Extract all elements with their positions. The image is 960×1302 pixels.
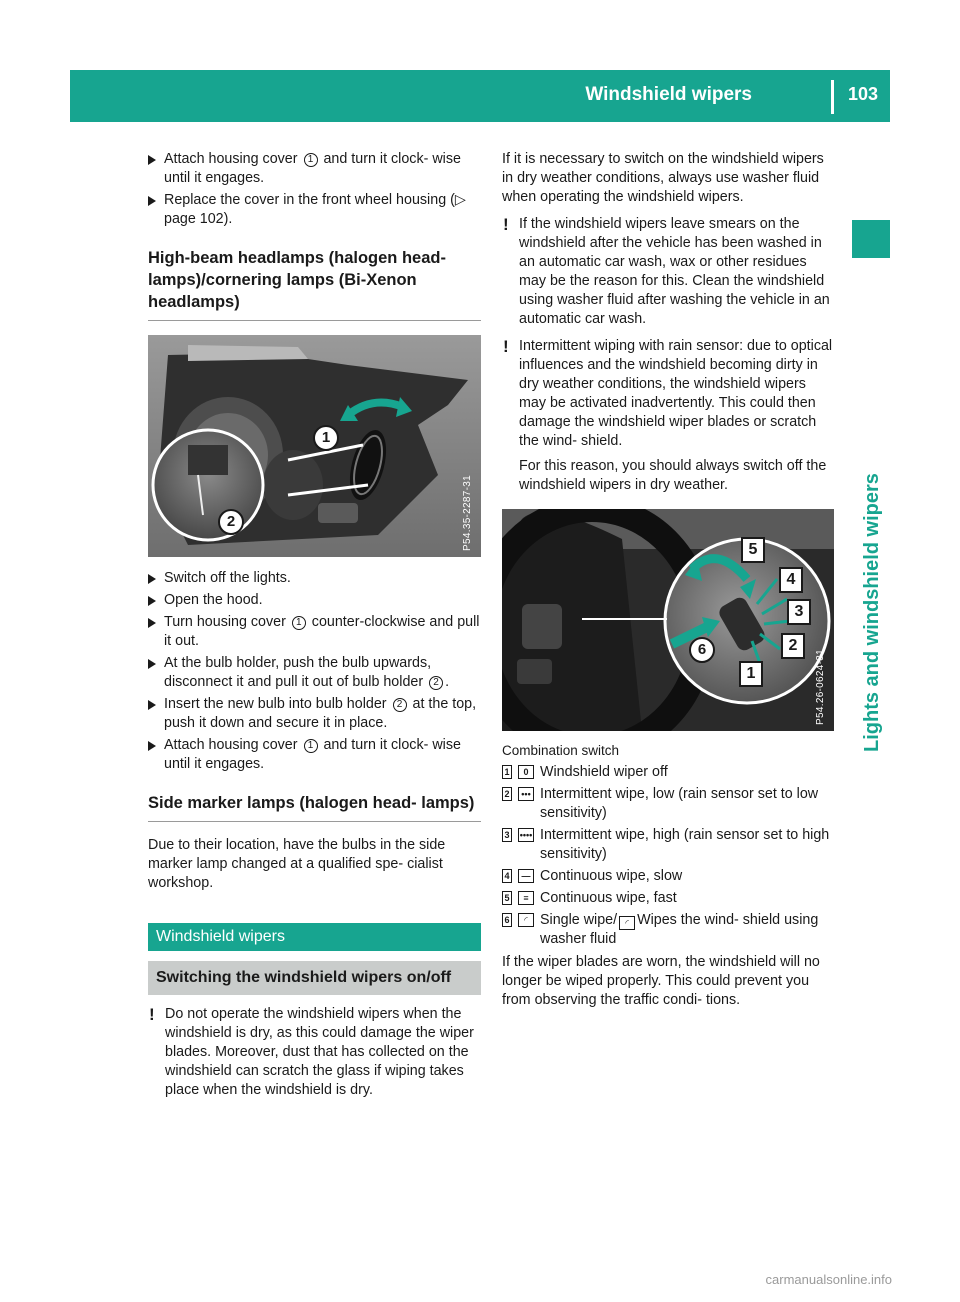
left-column xyxy=(148,150,481,1100)
right-column xyxy=(502,150,834,1010)
intermittent-high-symbol-icon: •••• xyxy=(519,830,533,840)
side-marker-text: Due to their location, have the bulbs in the side marker lamp changed at a qualified spe- cialist workshop. xyxy=(148,837,446,891)
page-reference-link[interactable]: page 102). xyxy=(164,211,233,227)
section-heading-side-marker: Side marker lamps (halogen head- lamps) xyxy=(148,792,481,822)
legend-item: 5 ≡ Continuous wipe, fast xyxy=(502,889,834,908)
intermittent-low-symbol-icon: ••• xyxy=(518,787,534,801)
continuous-slow-symbol-icon: — xyxy=(518,869,534,883)
step-item: Open the hood. xyxy=(148,591,481,610)
callout-1: 1 xyxy=(739,661,763,687)
combination-switch-figure xyxy=(502,509,834,731)
washer-fluid-symbol-icon: ◜ xyxy=(619,916,635,930)
intro-steps xyxy=(148,150,481,229)
dry-weather-text: If it is necessary to switch on the windshield wipers in dry weather conditions, always use washer fluid when operating the windshield wipers. xyxy=(502,151,824,205)
figure-reference: P54.35-2287-31 xyxy=(462,475,473,551)
step-item: Attach housing cover 1 and turn it clock- wise until it engages. xyxy=(148,736,481,774)
legend-item: 4 — Continuous wipe, slow xyxy=(502,867,834,886)
headlamp-figure xyxy=(148,335,481,557)
legend-item: 1 0 Windshield wiper off xyxy=(502,763,834,782)
warning-icon: ! xyxy=(503,215,509,234)
chapter-tab xyxy=(852,220,890,258)
continuous-fast-symbol-icon: ≡ xyxy=(518,891,534,905)
replacement-steps xyxy=(148,569,481,774)
callout-ref: 1 xyxy=(304,153,318,167)
warning-note: ! Do not operate the windshield wipers when the windshield is dry, as this could damage the wiper blades. Moreover, dust that has collected on the windshield can scratch the glass if wiping takes place when the windshield is dry. xyxy=(149,1005,474,1098)
worn-blades-text: If the wiper blades are worn, the windshield will no longer be wiped properly. This could prevent you from observing the traffic condi- tions. xyxy=(502,954,820,1008)
step-item: Turn housing cover 1 counter-clockwise and pull it out. xyxy=(148,613,481,651)
legend-key: 6 xyxy=(502,913,512,927)
callout-ref: 1 xyxy=(304,739,318,753)
warning-icon: ! xyxy=(149,1005,155,1024)
section-heading-highbeam: High-beam headlamps (halogen head- lamps)/cornering lamps (Bi-Xenon headlamps) xyxy=(148,247,481,321)
subsection-banner-switching: Switching the windshield wipers on/off xyxy=(148,961,481,995)
legend-key: 2 xyxy=(502,787,512,801)
callout-4: 4 xyxy=(779,567,803,593)
warning-note: ! Intermittent wiping with rain sensor: due to optical influences and the windshield becoming dirty in dry weather conditions, the windshield wipers may be activated inadvertently. This could then damage the windshield wiper blades or scratch the wind- shield. For this reason, you should always switch off the windshield wipers in dry weather. xyxy=(503,337,833,493)
legend-item: 3 •••• Intermittent wipe, high (rain sensor set to high sensitivity) xyxy=(502,826,834,864)
figure-reference: P54.26-0624-31 xyxy=(815,649,826,725)
step-item: Attach housing cover 1 and turn it clock- wise until it engages. xyxy=(148,150,481,188)
page-header xyxy=(70,70,890,122)
callout-2: 2 xyxy=(781,633,805,659)
callout-ref: 2 xyxy=(429,676,443,690)
warning-note: ! If the windshield wipers leave smears on the windshield after the vehicle has been washed in an automatic car wash, wax or other residues may be the reason for this. Clean the windshield using washer fluid after washing the vehicle in an automatic car wash. xyxy=(503,215,830,327)
step-item: At the bulb holder, push the bulb upwards, disconnect it and pull it out of bulb holder 2 . xyxy=(148,654,481,692)
wiper-legend xyxy=(502,763,834,949)
legend-key: 3 xyxy=(502,828,512,842)
header-title: Windshield wipers xyxy=(585,84,752,105)
page-ref-arrow-icon: ▷ xyxy=(454,192,466,208)
watermark: carmanualsonline.info xyxy=(765,1272,892,1287)
header-separator xyxy=(831,80,834,114)
headlamp-illustration xyxy=(148,335,481,557)
legend-key: 5 xyxy=(502,891,512,905)
callout-ref: 2 xyxy=(393,698,407,712)
callout-5: 5 xyxy=(741,537,765,563)
legend-key: 4 xyxy=(502,869,512,883)
warning-extra: For this reason, you should always switch off the windshield wipers in dry weather. xyxy=(519,458,827,493)
callout-6: 6 xyxy=(689,637,715,663)
step-item: Switch off the lights. xyxy=(148,569,481,588)
single-wipe-symbol-icon: ◜ xyxy=(518,913,534,927)
page-number: 103 xyxy=(847,84,878,104)
wiper-off-symbol-icon: 0 xyxy=(518,765,534,779)
legend-item: 6 ◜ Single wipe/ ◜ Wipes the wind- shield using washer fluid xyxy=(502,911,834,949)
step-item: Replace the cover in the front wheel housing (▷ page 102). xyxy=(148,191,481,229)
callout-3: 3 xyxy=(787,599,811,625)
callout-ref: 1 xyxy=(292,616,306,630)
section-banner-wipers: Windshield wipers xyxy=(148,923,481,951)
legend-key: 1 xyxy=(502,765,512,779)
figure-caption: Combination switch xyxy=(502,743,620,758)
legend-item: 2 ••• Intermittent wipe, low (rain sensor set to low sensitivity) xyxy=(502,785,834,823)
callout-1: 1 xyxy=(313,425,339,451)
step-item: Insert the new bulb into bulb holder 2 at the top, push it down and secure it in place. xyxy=(148,695,481,733)
warning-icon: ! xyxy=(503,337,509,356)
combination-switch-illustration xyxy=(502,509,834,731)
callout-2: 2 xyxy=(218,509,244,535)
